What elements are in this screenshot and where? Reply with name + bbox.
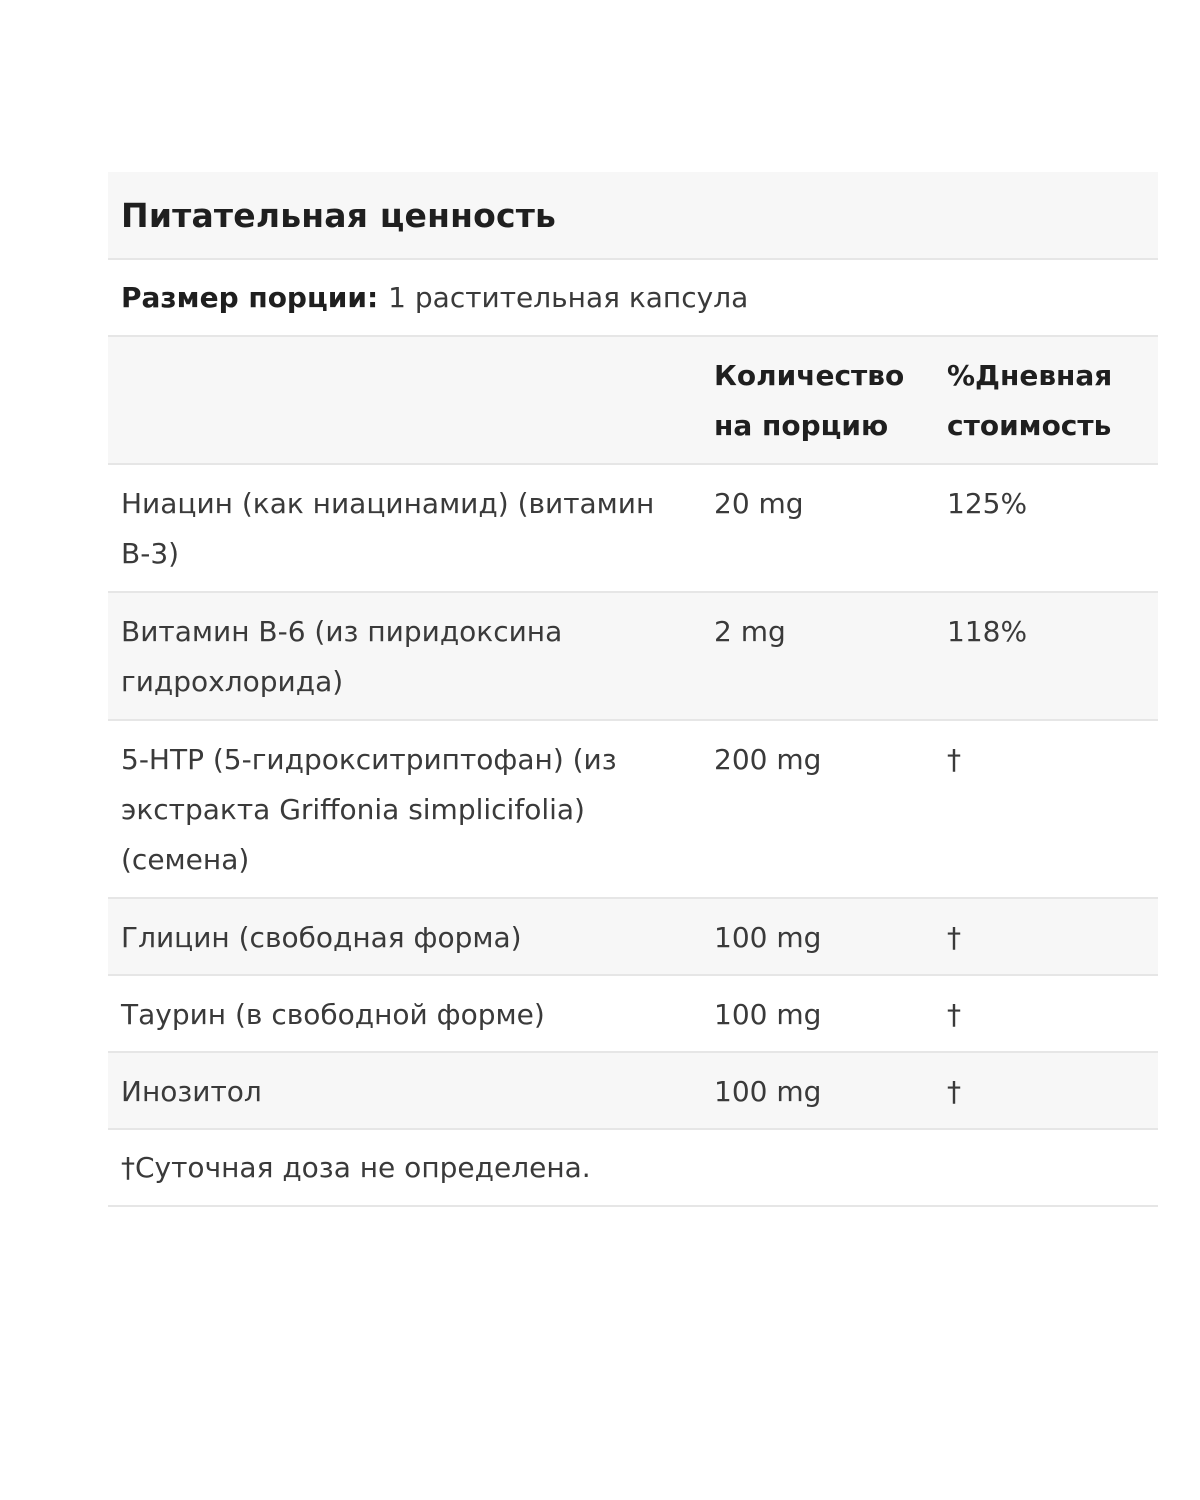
nutrient-column-header (108, 351, 714, 451)
title-row (108, 172, 1158, 260)
nutrient-daily-value: † (947, 998, 961, 1031)
amount-header-line2: на порцию (714, 409, 889, 442)
nutrient-amount: 100 mg (714, 1075, 822, 1108)
nutrient-daily-value: † (947, 743, 961, 776)
nutrient-amount: 200 mg (714, 743, 822, 776)
nutrient-daily-value: † (947, 921, 961, 954)
footnote-text: †Суточная доза не определена. (121, 1151, 591, 1184)
table-row (108, 465, 1158, 593)
daily-value-column-header (947, 351, 1158, 451)
nutrient-amount: 100 mg (714, 998, 822, 1031)
amount-header-line1: Количество (714, 359, 905, 392)
nutrient-amount: 20 mg (714, 487, 804, 520)
serving-size-label: Размер порции: (121, 281, 379, 314)
nutrient-name: Ниацин (как ниацинамид) (витамин В-3) (121, 487, 655, 570)
table-row (108, 1053, 1158, 1130)
nutrient-name: Глицин (свободная форма) (121, 921, 522, 954)
nutrient-name: 5-HTP (5-гидрокситриптофан) (из экстракта Griffonia simplicifolia) (семена) (121, 743, 617, 876)
footnote-row (108, 1130, 1158, 1207)
table-row (108, 899, 1158, 976)
serving-size-value: 1 растительная капсула (388, 281, 749, 314)
dv-header-line1: %Дневная (947, 359, 1113, 392)
nutrient-name: Витамин В-6 (из пиридоксина гидрохлорида) (121, 615, 563, 698)
table-row (108, 976, 1158, 1053)
serving-size-row (108, 260, 1158, 337)
dv-header-line2: стоимость (947, 409, 1112, 442)
amount-column-header (714, 351, 947, 451)
nutrient-name: Таурин (в свободной форме) (121, 998, 545, 1031)
nutrient-amount: 100 mg (714, 921, 822, 954)
nutrient-daily-value: 125% (947, 487, 1028, 520)
nutrient-amount: 2 mg (714, 615, 786, 648)
table-title: Питательная ценность (121, 195, 557, 235)
nutrition-facts-table (108, 172, 1158, 1207)
nutrient-name: Инозитол (121, 1075, 262, 1108)
column-header-row (108, 337, 1158, 465)
nutrient-daily-value: † (947, 1075, 961, 1108)
table-row (108, 721, 1158, 899)
table-row (108, 593, 1158, 721)
nutrient-daily-value: 118% (947, 615, 1028, 648)
